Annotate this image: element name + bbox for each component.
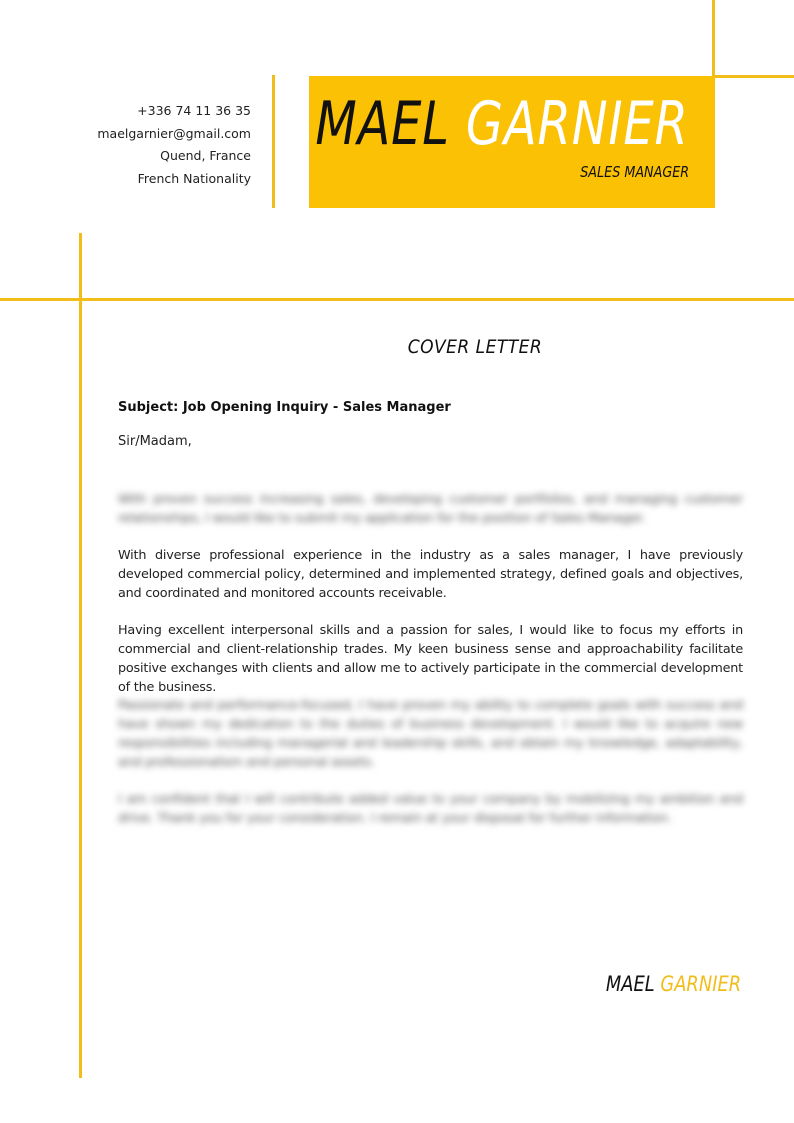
- signature-last-name: GARNIER: [660, 972, 741, 996]
- header-last-name: GARNIER: [466, 89, 689, 159]
- header-name: [316, 88, 689, 160]
- letter-paragraph-2: With diverse professional experience in the industry as a sales manager, I have previously developed commercial policy, determined and implemented strategy, defined goals and objectives, and coordinated and monitored accounts receivable.: [118, 548, 743, 601]
- page-horizontal-rule: [0, 298, 794, 301]
- contact-location: Quend, France: [160, 148, 251, 163]
- signature: [606, 972, 741, 996]
- letter-greeting: Sir/Madam,: [118, 434, 192, 449]
- signature-first-name: MAEL: [605, 972, 655, 996]
- header-role: SALES MANAGER: [580, 163, 689, 181]
- contact-block: [97, 100, 251, 190]
- letter-paragraph-1: With proven success increasing sales, developing customer portfolios, and managing customer relationships, I would like to submit my application for the position of Sales Manager.: [118, 492, 743, 526]
- header-first-name: MAEL: [315, 89, 451, 159]
- left-margin-line: [79, 233, 82, 1078]
- contact-email: maelgarnier@gmail.com: [97, 125, 251, 141]
- contact-nationality: French Nationality: [137, 170, 251, 186]
- letter-subject: Subject: Job Opening Inquiry - Sales Manager: [118, 400, 451, 415]
- letter-paragraph-3: Having excellent interpersonal skills and a passion for sales, I would like to focus my efforts in commercial and client-relationship trades. My keen business sense and approachability facilitate positive exchanges with clients and allow me to actively participate in the commercial development of the business.: [118, 623, 743, 695]
- contact-phone: +336 74 11 36 35: [137, 103, 251, 118]
- top-right-horizontal-line: [712, 75, 794, 78]
- letter-paragraph-5: I am confident that I will contribute added value to your company by mobilizing my ambition and drive. Thank you for your consideration. I remain at your disposal for further information.: [118, 792, 743, 826]
- header-divider-line: [272, 75, 275, 208]
- top-right-vertical-line: [712, 0, 715, 76]
- letter-paragraph-4: Passionate and performance-focused, I have proven my ability to complete goals with success and have shown my dedication to the duties of business development. I would like to acquire new responsibilities including managerial and leadership skills, and obtain my knowledge, adaptability, and professionalism and personal assets.: [118, 698, 743, 770]
- name-banner: [309, 76, 715, 208]
- letter-title: COVER LETTER: [407, 336, 543, 358]
